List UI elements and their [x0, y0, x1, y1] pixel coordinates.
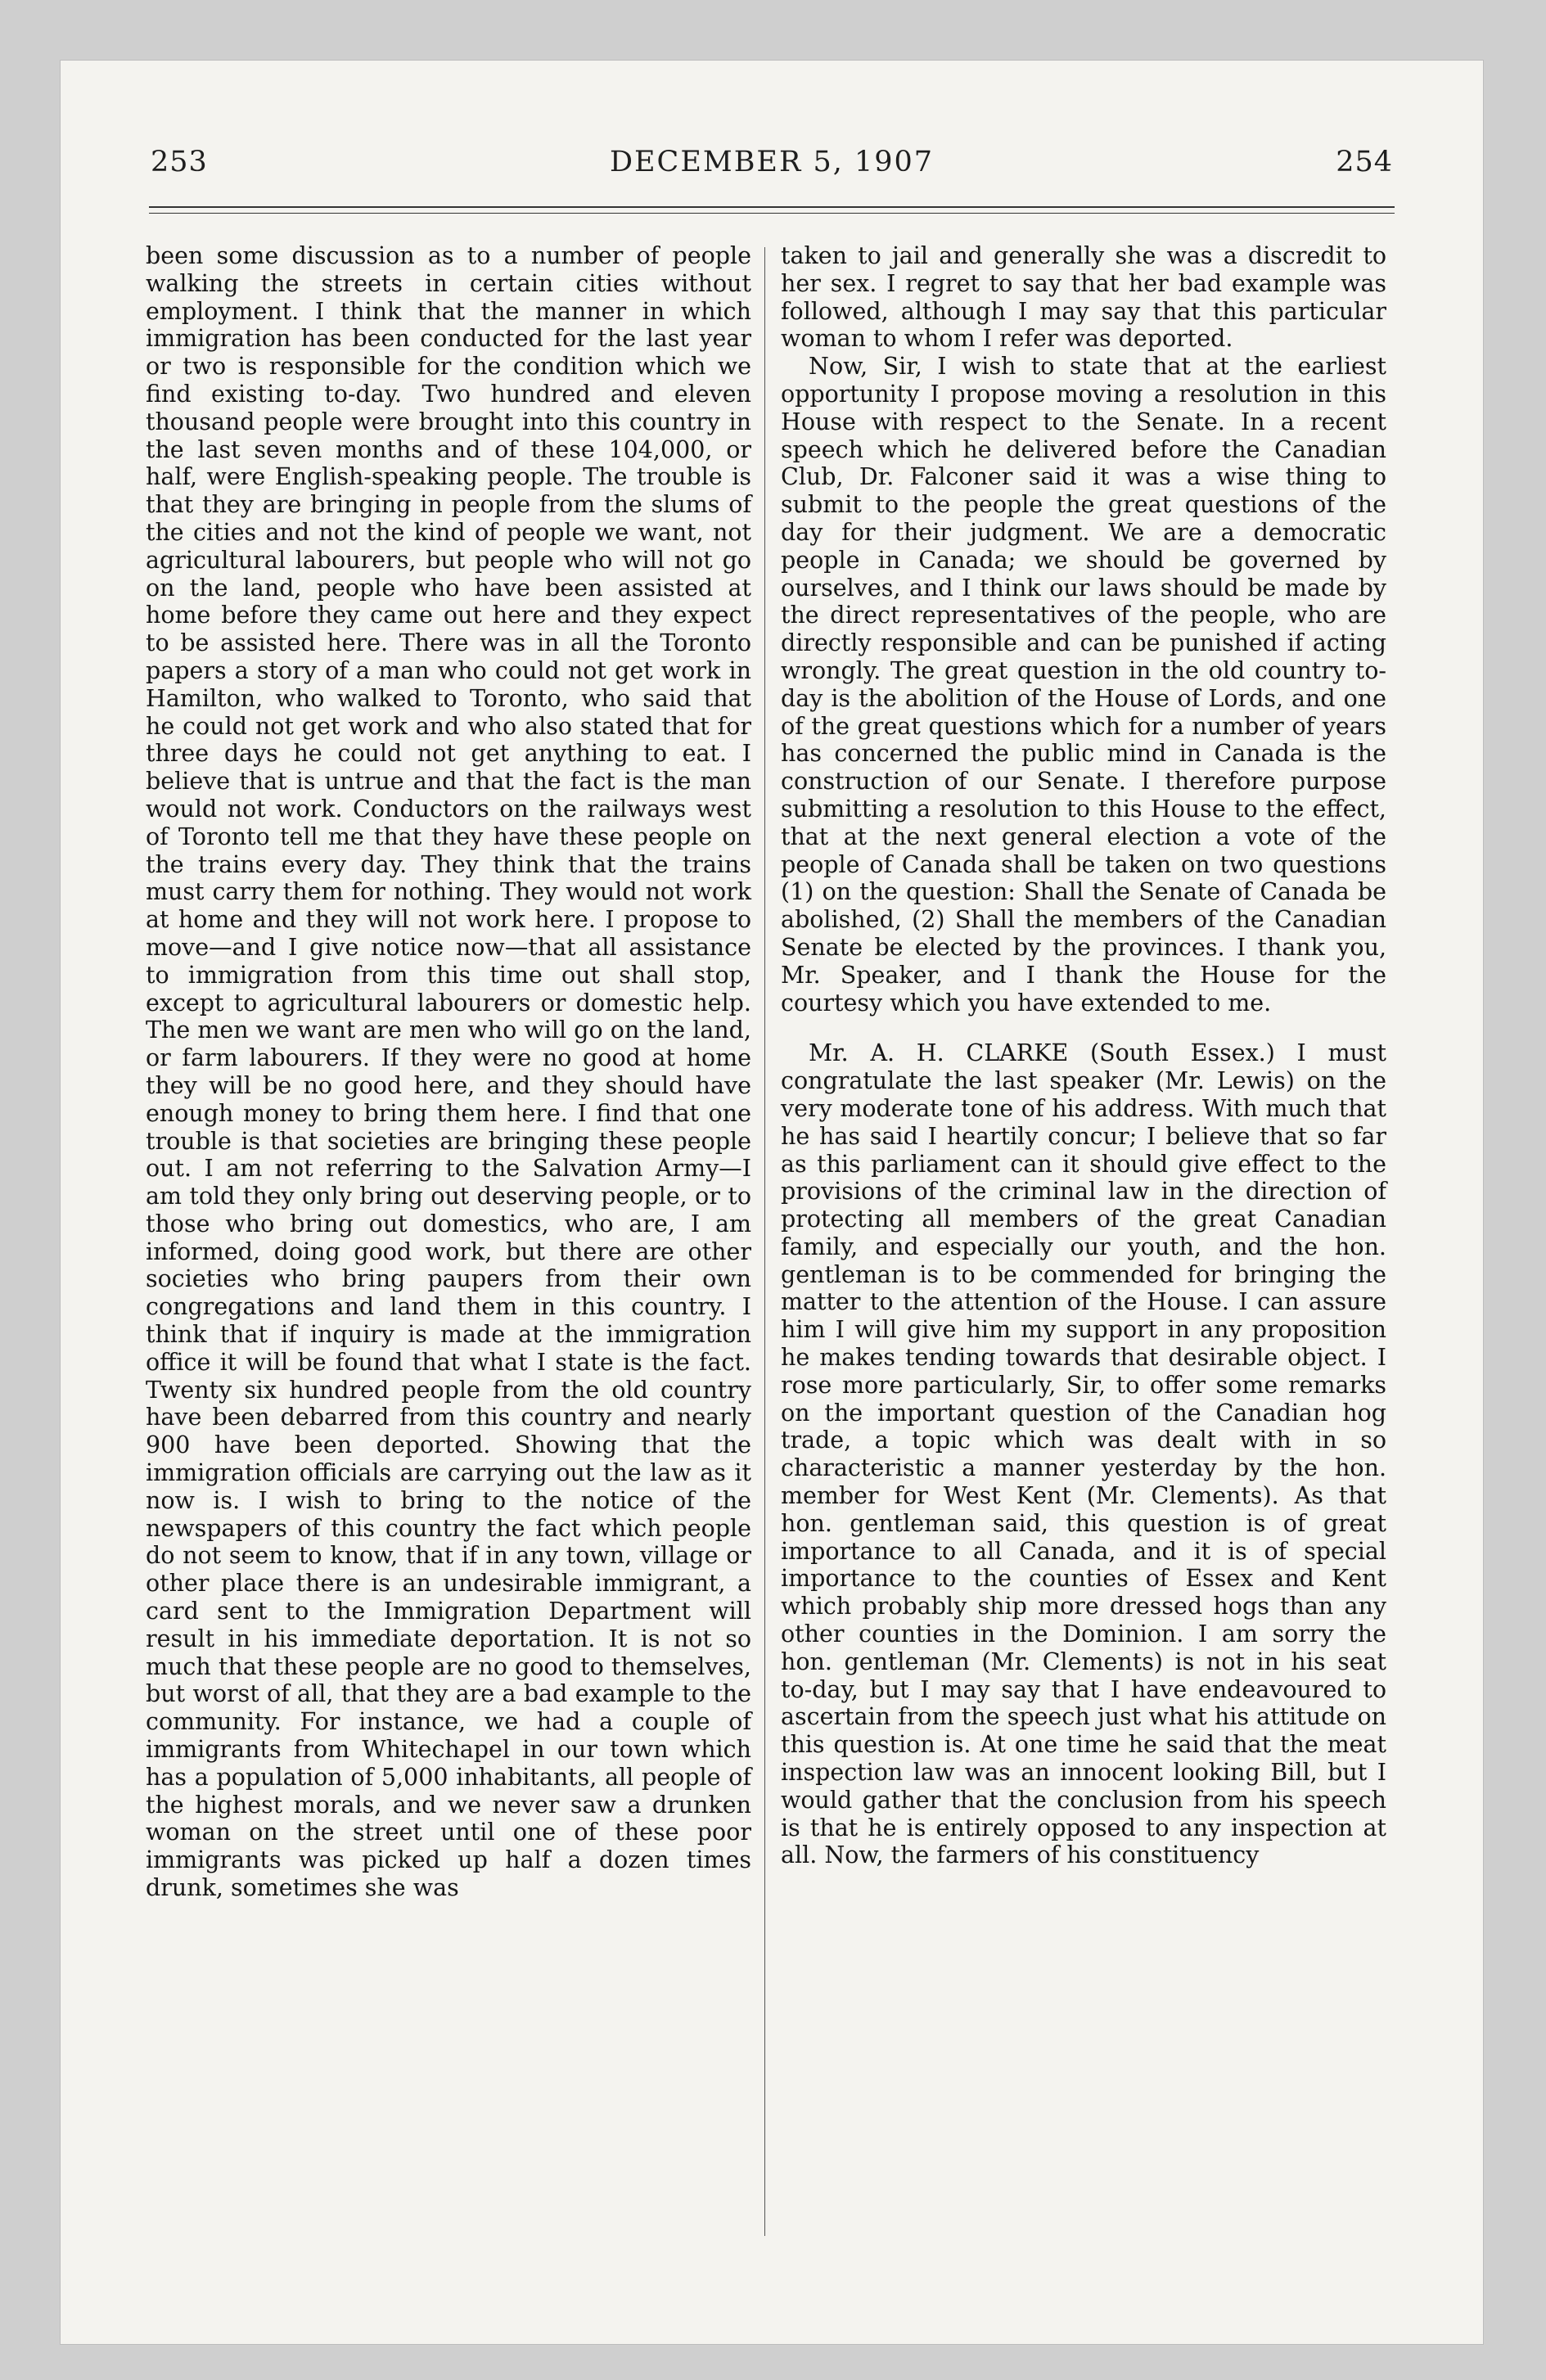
left-column: [146, 242, 751, 1902]
speech-paragraph: Mr. A. H. CLARKE (South Essex.) I must congratulate the last speaker (Mr. Lewis) on the very moderate tone of his address. With much that he has said I heartily concur; I believe that so far as this parliament can it should give effect to the provisions of the criminal law in the direction of protecting all members of the great Canadian family, and especially our youth, and the hon. gentleman is to be commended for bringing the matter to the attention of the House. I can assure him I will give him my support in any proposition he makes tending towards that desirable object. I rose more particularly, Sir, to offer some remarks on the important question of the Canadian hog trade, a topic which was dealt with in so characteristic a manner yesterday by the hon. member for West Kent (Mr. Clements). As that hon. gentleman said, this question is of great importance to all Canada, and it is of special importance to the counties of Essex and Kent which probably ship more dressed hogs than any other counties in the Dominion. I am sorry the hon. gentleman (Mr. Clements) is not in his seat to-day, but I may say that I have endeavoured to ascertain from the speech just what his attitude on this question is. At one time he said that the meat inspection law was an innocent looking Bill, but I would gather that the conclusion from his speech is that he is entirely opposed to any inspection at all. Now, the farmers of his constituency: [781, 1039, 1386, 1869]
page-number-right: 254: [1336, 146, 1393, 178]
paragraph: taken to jail and generally she was a discredit to her sex. I regret to say that her bad example was followed, although I may say that this particular woman to whom I refer was deported.: [781, 242, 1386, 353]
document-page: [61, 61, 1483, 2344]
paragraph: been some discussion as to a number of people walking the streets in certain cities without employment. I think that the manner in which immigration has been conducted for the last year or two is responsible for the condition which we find existing to-day. Two hundred and eleven thousand people were brought into this country in the last seven months and of these 104,000, or half, were English-speaking people. The trouble is that they are bringing in people from the slums of the cities and not the kind of people we want, not agricultural labourers, but people who will not go on the land, people who have been assisted at home before they came out here and they expect to be assisted here. There was in all the Toronto papers a story of a man who could not get work in Hamilton, who walked to Toronto, who said that he could not get work and who also stated that for three days he could not get anything to eat. I believe that is untrue and that the fact is the man would not work. Conductors on the railways west of Toronto tell me that they have these people on the trains every day. They think that the trains must carry them for nothing. They would not work at home and they will not work here. I propose to move—and I give notice now—that all assistance to immigration from this time out shall stop, except to agricultural labourers or domestic help. The men we want are men who will go on the land, or farm labourers. If they were no good at home they will be no good here, and they should have enough money to bring them here. I find that one trouble is that societies are bringing these people out. I am not referring to the Salvation Army—I am told they only bring out deserving people, or to those who bring out domestics, who are, I am informed, doing good work, but there are other societies who bring paupers from their own congregations and land them in this country. I think that if inquiry is made at the immigration office it will be found that what I state is the fact. Twenty six hundred people from the old country have been debarred from this country and nearly 900 have been deported. Showing that the immigration officials are carrying out the law as it now is. I wish to bring to the notice of the newspapers of this country the fact which people do not seem to know, that if in any town, village or other place there is an undesirable immigrant, a card sent to the Immigration Department will result in his immediate deportation. It is not so much that these people are no good to themselves, but worst of all, that they are a bad example to the community. For instance, we had a couple of immigrants from Whitechapel in our town which has a population of 5,000 inhabitants, all people of the highest morals, and we never saw a drunken woman on the street until one of these poor immigrants was picked up half a dozen times drunk, sometimes she was: [146, 242, 751, 1902]
page-number-left: 253: [151, 146, 208, 178]
page-header: [61, 146, 1483, 195]
header-date: DECEMBER 5, 1907: [609, 146, 935, 178]
column-divider: [764, 247, 765, 2236]
header-rule: [149, 206, 1395, 214]
right-column: [781, 242, 1386, 1869]
paragraph: Now, Sir, I wish to state that at the earliest opportunity I propose moving a resolution in this House with respect to the Senate. In a recent speech which he delivered before the Canadian Club, Dr. Falconer said it was a wise thing to submit to the people the great questions of the day for their judgment. We are a democratic people in Canada; we should be governed by ourselves, and I think our laws should be made by the direct representatives of the people, who are directly responsible and can be punished if acting wrongly. The great question in the old country to-day is the abolition of the House of Lords, and one of the great questions which for a number of years has concerned the public mind in Canada is the construction of our Senate. I therefore purpose submitting a resolution to this House to the effect, that at the next general election a vote of the people of Canada shall be taken on two questions (1) on the question: Shall the Senate of Canada be abolished, (2) Shall the members of the Canadian Senate be elected by the provinces. I thank you, Mr. Speaker, and I thank the House for the courtesy which you have extended to me.: [781, 353, 1386, 1016]
